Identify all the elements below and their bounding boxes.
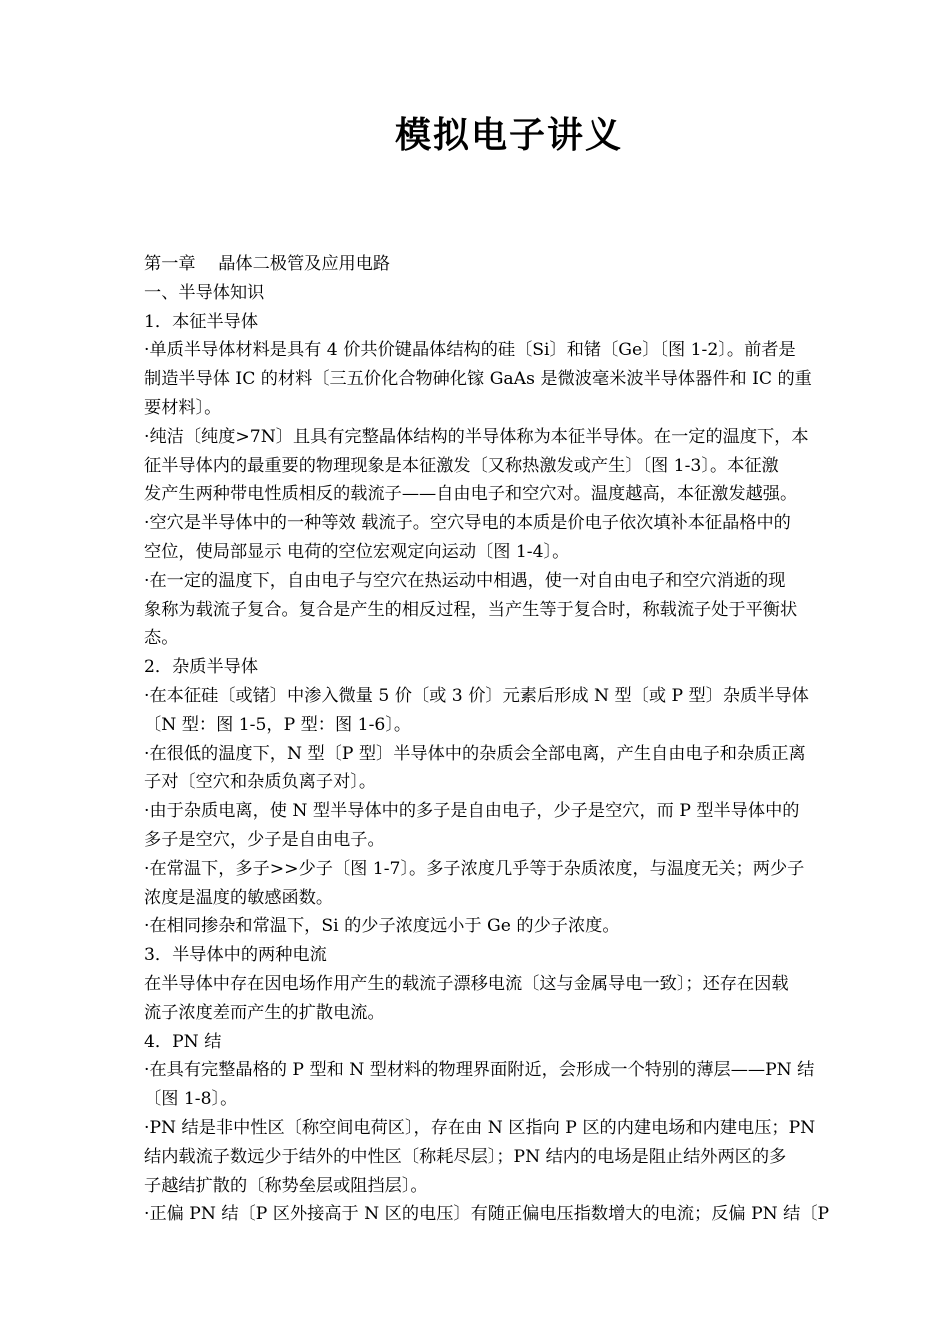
text-line: ·由于杂质电离，使 N 型半导体中的多子是自由电子，少子是空穴，而 P 型半导体中的 bbox=[144, 801, 800, 822]
text-line: 空位，使局部显示 电荷的空位宏观定向运动〔图 1-4〕。 bbox=[144, 541, 570, 562]
text-line: 子对〔空穴和杂质负离子对〕。 bbox=[144, 772, 377, 793]
text-line: ·纯洁〔纯度>7N〕且具有完整晶体结构的半导体称为本征半导体。在一定的温度下，本 bbox=[144, 426, 809, 447]
text-line: ·单质半导体材料是具有 4 价共价键晶体结构的硅〔Si〕和锗〔Ge〕〔图 1-2〕。前者是 bbox=[144, 340, 796, 361]
text-line: 象称为载流子复合。复合是产生的相反过程，当产生等于复合时，称载流子处于平衡状 bbox=[144, 599, 798, 620]
text-line: 发产生两种带电性质相反的载流子——自由电子和空穴对。温度越高，本征激发越强。 bbox=[144, 484, 798, 505]
document-title: 模拟电子讲义 bbox=[394, 115, 623, 156]
text-line: 要材料〕。 bbox=[144, 397, 222, 418]
text-line: 态。 bbox=[144, 628, 179, 649]
text-line: ·在具有完整晶格的 P 型和 N 型材料的物理界面附近，会形成一个特别的薄层——PN 结 bbox=[144, 1060, 815, 1081]
text-line: 流子浓度差而产生的扩散电流。 bbox=[144, 1002, 385, 1023]
text-line: ·正偏 PN 结〔P 区外接高于 N 区的电压〕有随正偏电压指数增大的电流；反偏 PN 结〔P bbox=[144, 1204, 830, 1225]
text-line: 〔N 型：图 1-5，P 型：图 1-6〕。 bbox=[144, 714, 412, 735]
text-line: ·在常温下，多子>>少子〔图 1-7〕。多子浓度几乎等于杂质浓度，与温度无关；两少子 bbox=[144, 858, 805, 879]
text-line: ·在一定的温度下，自由电子与空穴在热运动中相遇，使一对自由电子和空穴消逝的现 bbox=[144, 570, 786, 591]
text-line: 第一章 晶体二极管及应用电路 bbox=[144, 254, 391, 274]
text-line: 制造半导体 IC 的材料〔三五价化合物砷化镓 GaAs 是微波毫米波半导体器件和 IC 的重 bbox=[144, 369, 812, 390]
text-line: 一、半导体知识 bbox=[144, 282, 265, 303]
text-line: ·在本征硅〔或锗〕中渗入微量 5 价〔或 3 价〕元素后形成 N 型〔或 P 型〕杂质半导体 bbox=[144, 685, 809, 706]
text-line: 2．杂质半导体 bbox=[144, 657, 259, 678]
text-line: 3．半导体中的两种电流 bbox=[144, 945, 327, 966]
text-line: ·空穴是半导体中的一种等效 载流子。空穴导电的本质是价电子依次填补本征晶格中的 bbox=[144, 513, 791, 534]
text-line: 多子是空穴，少子是自由电子。 bbox=[144, 829, 385, 850]
text-line: ·在很低的温度下，N 型〔P 型〕半导体中的杂质会全部电离，产生自由电子和杂质正离 bbox=[144, 743, 806, 764]
text-line: 浓度是温度的敏感函数。 bbox=[144, 887, 334, 908]
text-line: ·PN 结是非中性区〔称空间电荷区〕，存在由 N 区指向 P 区的内建电场和内建电压；PN bbox=[144, 1117, 816, 1138]
text-line: 结内载流子数远少于结外的中性区〔称耗尽层〕；PN 结内的电场是阻止结外两区的多 bbox=[144, 1146, 787, 1167]
document-body bbox=[144, 250, 876, 1229]
text-line: 子越结扩散的〔称势垒层或阻挡层〕。 bbox=[144, 1175, 428, 1196]
text-line: 征半导体内的最重要的物理现象是本征激发〔又称热激发或产生〕〔图 1-3〕。本征激 bbox=[144, 455, 779, 476]
text-line: 1．本征半导体 bbox=[144, 311, 259, 332]
text-line: 在半导体中存在因电场作用产生的载流子漂移电流〔这与金属导电一致〕；还存在因载 bbox=[144, 973, 789, 994]
text-line: 4．PN 结 bbox=[144, 1031, 222, 1052]
text-line: 〔图 1-8〕。 bbox=[144, 1089, 238, 1110]
text-line: ·在相同掺杂和常温下，Si 的少子浓度远小于 Ge 的少子浓度。 bbox=[144, 916, 620, 937]
